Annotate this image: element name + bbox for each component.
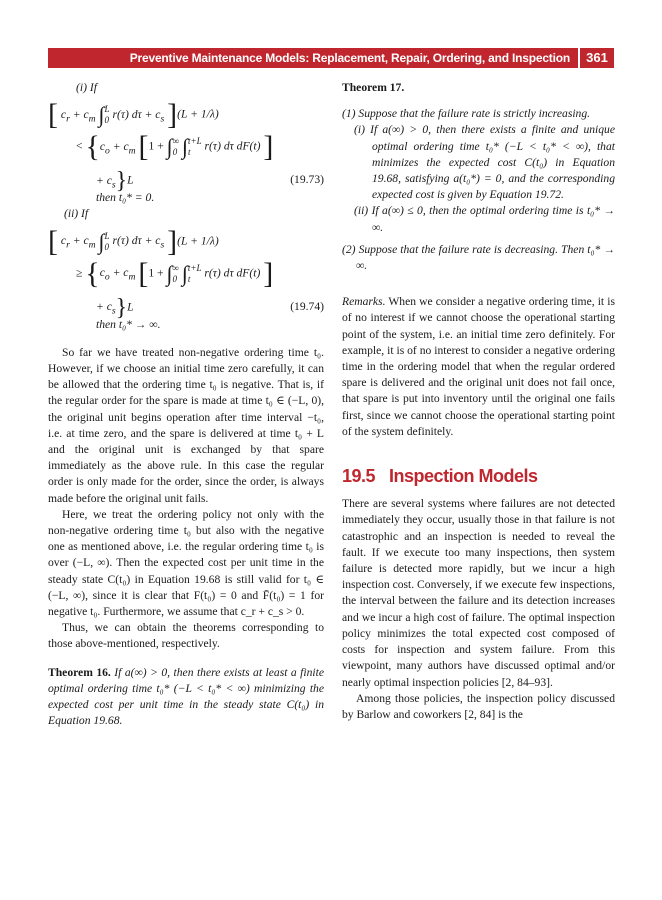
paragraph-theorems-intro: Thus, we can obtain the theorems corresponding to those above-mentioned, respectively. [48,621,324,651]
page-number: 361 [578,48,614,68]
case-i-label: (i) If [76,81,97,94]
theorem-17-item-2: (2) Suppose that the failure rate is decreasing. Then t₀* → ∞. [342,242,615,273]
section-number: 19.5 [342,466,376,487]
case-ii-label: (ii) If [64,207,89,221]
eq74-line2: ≥ {$c_o + c_m$ [1 + ∫∞ 0 ∫t+L t r(τ) dτ dF(t) ] [76,256,274,290]
paragraph-ordering-policy: Here, we treat the ordering policy not only with the non-negative ordering time t₀ but also with the negative one as mentioned above, i.e. the regular ordering time t₀ is over (−L, ∞). Then the expected cost per unit time in the steady state C(t₀) in Equation 19.68 is still valid for t₀ ∈ (−L, ∞), since it is clear that F(t₀) = 0 and F̄(t₀) = 1 for negative t₀. Furthermore, we assume that c_r + c_s > 0. [48,507,324,619]
equation-19-74 [48,224,324,321]
remarks-paragraph [342,294,615,440]
theorem-16-label: Theorem 16. [48,665,111,679]
theorem-17-item-1: (1) Suppose that the failure rate is strictly increasing. [342,107,591,121]
theorem-16 [48,665,324,730]
running-title: Preventive Maintenance Models: Replacement, Repair, Ordering, and Inspection [129,51,570,65]
then-i: then t₀* = 0. [96,191,155,205]
eq73-line2: < {$c_o + c_m$ [1 + ∫∞ 0 ∫t+L t r(τ) dτ dF(t) ] [76,130,274,164]
right-column [342,80,615,723]
theorem-17-item-1i: (i) If a(∞) > 0, then there exists a finite and unique optimal ordering time t₀* (−L < t₀* < ∞), that minimizes the expected cost C(t₀) in Equation 19.68, satisfying a(t₀*) = 0, and the corresponding expected cost is given by Equation 19.72. [354,123,615,202]
then-ii: then t₀* → ∞. [96,317,161,331]
eq74-number: (19.74) [290,299,324,313]
eq73-number: (19.73) [290,173,324,187]
eq73-line3: + $c_s\}L$ (19.73) [96,168,324,195]
eq74-line3: + $c_s\}L$ (19.74) [96,294,324,321]
theorem-17-item-1ii: (ii) If a(∞) ≤ 0, then the optimal ordering time is t₀* → ∞. [354,204,615,234]
section-title: Inspection Models [389,466,538,487]
eq74-line1: [ $c_r + c_m$ ∫L 0 r(τ) $d\tau + c_s$ ](L + 1/λ) [48,224,219,258]
equation-19-73 [48,98,324,195]
theorem-16-text: If a(∞) > 0, then there exists at least a finite optimal ordering time t₀* (−L < t₀* < ∞) minimizing the expected cost per unit time in the steady state C(t₀) in Equation 19.68. [48,665,324,728]
theorem-17-label: Theorem 17. [342,81,405,94]
left-column [48,80,324,729]
remarks-label: Remarks. [342,295,386,309]
remarks-text: When we consider a negative ordering time, it is of no interest if we cannot choose the operational starting point of the system, i.e. an initial time zero definitely. For example, it is of no interest to consider a negative ordering time in the ordering model that when the regular ordered spare is delivered and the original unit does not fail once, that spare is put into inventory until the original one fails first, since we cannot choose the operational starting point of the system definitely. [342,295,615,438]
section-heading [342,466,615,487]
eq73-line1: [ $c_r + c_m$ ∫L 0 r(τ) $d\tau + c_s$ ](L + 1/λ) [48,98,219,132]
paragraph-inspection-policies: Among those policies, the inspection policy discussed by Barlow and coworkers [2, 84] is the [342,691,615,721]
paragraph-inspection-intro: There are several systems where failures are not detected immediately they occur, usually those in that failure is not catastrophic and an inspection is needed to reveal the fault. If we execute too many inspections, then system failure is detected more rapidly, but we incur a high inspection cost. Conversely, if we execute few inspections, the interval between the failure and its detection increases and we incur a high cost of failure. The optimal inspection policy minimizes the total expected cost composed of costs for inspection and system failure. From this viewpoint, many authors have discussed optimal and/or nearly optimal inspection policies [2, 84–93]. [342,497,615,689]
running-header [48,48,614,68]
paragraph-negative-ordering: So far we have treated non-negative ordering time t₀. However, if we choose an initial time zero carefully, it can be allowed that the ordering time t₀ is negative. That is, if the regular order for the spare is made at time t₀ ∈ (−L, 0), the original unit begins operation after time interval −t₀, i.e. at time zero, and the spare is delivered at time t₀ + L and the original unit is exchanged by that spare immediately as the above rule. In this case the regular order is only made for the order, since the order, is always made before the original unit fails. [48,345,324,505]
